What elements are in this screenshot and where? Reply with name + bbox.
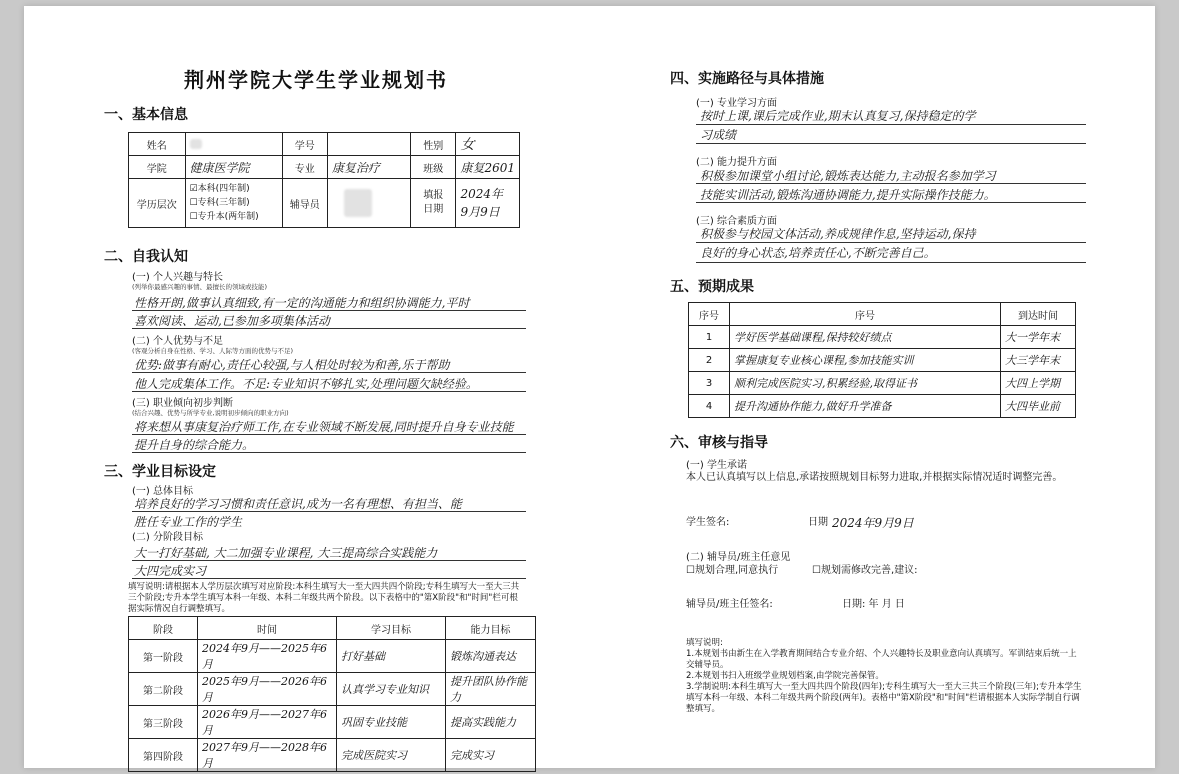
quality-aspect-line-2: 良好的身心状态,培养责任心,不断完善自己。 bbox=[700, 246, 936, 260]
opinion-revise: ☐规划需修改完善,建议: bbox=[812, 565, 918, 576]
stage-goal-line-2: 大四完成实习 bbox=[134, 564, 207, 578]
rule-line bbox=[132, 452, 526, 453]
reach-time-header: 到达时间 bbox=[1001, 303, 1076, 326]
career-line-1: 将来想从事康复治疗师工作,在专业领域不断发展,同时提升自身专业技能 bbox=[134, 420, 514, 434]
ability-cell: 提升团队协作能力 bbox=[446, 673, 536, 706]
basic-info-table bbox=[128, 132, 520, 228]
ability-aspect-line-1: 积极参加课堂小组讨论,锻炼表达能力,主动报名参加学习 bbox=[700, 169, 996, 183]
major-label: 专业 bbox=[282, 156, 327, 179]
stage-cell: 第三阶段 bbox=[129, 706, 198, 739]
study-cell: 巩固专业技能 bbox=[337, 706, 446, 739]
interest-line-1: 性格开朗,做事认真细致,有一定的沟通能力和组织协调能力,平时 bbox=[134, 296, 470, 310]
result-cell: 提升沟通协作能力,做好升学准备 bbox=[730, 395, 1001, 418]
major-value: 康复治疗 bbox=[327, 156, 410, 179]
result-cell: 掌握康复专业核心课程,参加技能实训 bbox=[730, 349, 1001, 372]
advisor-sign-label: 辅导员/班主任签名: bbox=[686, 599, 773, 610]
career-hint: (结合兴趣、优势与所学专业,说明初步倾向的职业方向) bbox=[132, 409, 289, 417]
advisor-label: 辅导员 bbox=[282, 179, 327, 228]
goal-fill-note: 填写说明:请根据本人学历层次填写对应阶段:本科生填写大一至大四共四个阶段;专科生填写大一至大三共三个阶段;专升本学生填写本科一年级、本科二年级共两个阶段。以下表格中的"第X阶段"和"时间"栏可根据实际情况自行调整填写。 bbox=[128, 582, 520, 614]
ability-cell: 完成实习 bbox=[446, 739, 536, 772]
table-row bbox=[129, 673, 536, 706]
class-label: 班级 bbox=[411, 156, 456, 179]
no-header: 序号 bbox=[689, 303, 730, 326]
result-cell: 顺利完成医院实习,积累经验,取得证书 bbox=[730, 372, 1001, 395]
career-subtitle: (三) 职业倾向初步判断 bbox=[132, 398, 233, 409]
section-implementation-title: 四、实施路径与具体措施 bbox=[670, 71, 824, 87]
rule-line bbox=[696, 124, 1086, 125]
expected-results-table bbox=[688, 302, 1076, 418]
stage-cell: 第一阶段 bbox=[129, 640, 198, 673]
name-label: 姓名 bbox=[129, 133, 186, 156]
gender-value: 女 bbox=[456, 133, 520, 156]
name-value bbox=[185, 133, 282, 156]
redacted-name bbox=[190, 139, 202, 149]
rule-line bbox=[132, 328, 526, 329]
fill-instructions-3: 3.学制说明:本科生填写大一至大四共四个阶段(四年);专科生填写大一至大三共三个阶段(三年);专升本学生填写本科一年级、本科二年级共两个阶段(两年)。表格中"第X阶段"和"时间"栏请根据本人实际学制自行调整填写。 bbox=[686, 682, 1082, 714]
reach-time-cell: 大三学年末 bbox=[1001, 349, 1076, 372]
table-row bbox=[689, 326, 1076, 349]
fill-date-value-1: 2024年 bbox=[460, 187, 503, 201]
fill-date-value-2: 9月9日 bbox=[460, 205, 500, 219]
strength-hint: (客观分析自身在性格、学习、人际等方面的优势与不足) bbox=[132, 347, 294, 355]
time-cell: 2024年9月——2025年6月 bbox=[198, 640, 337, 673]
ability-cell: 锻炼沟通表达 bbox=[446, 640, 536, 673]
ability-cell: 提高实践能力 bbox=[446, 706, 536, 739]
fill-instructions bbox=[686, 638, 1082, 715]
time-cell: 2025年9月——2026年6月 bbox=[198, 673, 337, 706]
no-cell: 3 bbox=[689, 372, 730, 395]
table-row bbox=[129, 739, 536, 772]
strength-line-2: 他人完成集体工作。不足:专业知识不够扎实,处理问题欠缺经验。 bbox=[134, 377, 478, 391]
overall-goal-line-2: 胜任专业工作的学生 bbox=[134, 515, 243, 529]
section-basic-info-title: 一、基本信息 bbox=[104, 107, 188, 123]
opinion-approve: ☐规划合理,同意执行 bbox=[686, 565, 779, 576]
time-header: 时间 bbox=[198, 617, 337, 640]
result-cell: 学好医学基础课程,保持较好绩点 bbox=[730, 326, 1001, 349]
section-review-title: 六、审核与指导 bbox=[670, 435, 768, 451]
fill-date-label-2: 日期 bbox=[423, 204, 444, 215]
advisor-opinion-subtitle: (二) 辅导员/班主任意见 bbox=[686, 552, 791, 563]
study-aspect-line-1: 按时上课,课后完成作业,期末认真复习,保持稳定的学 bbox=[700, 109, 976, 123]
section-goals-title: 三、学业目标设定 bbox=[104, 464, 216, 480]
rule-line bbox=[132, 434, 526, 435]
document-title: 荆州学院大学生学业规划书 bbox=[184, 68, 448, 92]
student-pledge-subtitle: (一) 学生承诺 bbox=[686, 460, 747, 471]
student-date-label: 日期 bbox=[808, 517, 828, 528]
fill-instructions-2: 2.本规划书扫入班级学业规划档案,由学院完善保管。 bbox=[686, 671, 884, 681]
gender-label: 性别 bbox=[411, 133, 456, 156]
study-cell: 完成医院实习 bbox=[337, 739, 446, 772]
quality-aspect-subtitle: (三) 综合素质方面 bbox=[696, 216, 777, 227]
fill-date-value bbox=[456, 179, 520, 228]
stage-cell: 第二阶段 bbox=[129, 673, 198, 706]
overall-goal-line-1: 培养良好的学习习惯和责任意识,成为一名有理想、有担当、能 bbox=[134, 497, 462, 511]
strength-subtitle: (二) 个人优势与不足 bbox=[132, 336, 223, 347]
student-date-value: 2024年9月9日 bbox=[832, 516, 914, 530]
rule-line bbox=[696, 183, 1086, 184]
table-row bbox=[129, 706, 536, 739]
rule-line bbox=[696, 202, 1086, 203]
reach-time-cell: 大一学年末 bbox=[1001, 326, 1076, 349]
no-cell: 4 bbox=[689, 395, 730, 418]
rule-line bbox=[132, 511, 526, 512]
rule-line bbox=[696, 242, 1086, 243]
advisor-value bbox=[327, 179, 410, 228]
interest-subtitle: (一) 个人兴趣与特长 bbox=[132, 272, 223, 283]
interest-hint: (列举你最感兴趣的事情、最擅长的领域或技能) bbox=[132, 283, 268, 291]
rule-line bbox=[696, 262, 1086, 263]
level-opt-upgrade: ☐专升本(两年制) bbox=[189, 212, 259, 222]
time-cell: 2027年9月——2028年6月 bbox=[198, 739, 337, 772]
stage-table bbox=[128, 616, 536, 772]
ability-goal-header: 能力目标 bbox=[446, 617, 536, 640]
stage-cell: 第四阶段 bbox=[129, 739, 198, 772]
level-label: 学历层次 bbox=[129, 179, 186, 228]
rule-line bbox=[132, 310, 526, 311]
result-header: 序号 bbox=[730, 303, 1001, 326]
ability-aspect-line-2: 技能实训活动,锻炼沟通协调能力,提升实际操作技能力。 bbox=[700, 188, 996, 202]
college-value: 健康医学院 bbox=[185, 156, 282, 179]
time-cell: 2026年9月——2027年6月 bbox=[198, 706, 337, 739]
stage-header: 阶段 bbox=[129, 617, 198, 640]
advisor-date-label: 日期: 年 月 日 bbox=[842, 599, 905, 610]
student-id-label: 学号 bbox=[282, 133, 327, 156]
college-label: 学院 bbox=[129, 156, 186, 179]
table-row bbox=[689, 395, 1076, 418]
level-opt-bachelor: ☑本科(四年制) bbox=[189, 184, 250, 194]
section-self-awareness-title: 二、自我认知 bbox=[104, 249, 188, 265]
stage-goal-line-1: 大一打好基础, 大二加强专业课程, 大三提高综合实践能力 bbox=[134, 546, 438, 560]
rule-line bbox=[132, 372, 526, 373]
study-aspect-subtitle: (一) 专业学习方面 bbox=[696, 98, 777, 109]
no-cell: 2 bbox=[689, 349, 730, 372]
rule-line bbox=[132, 578, 526, 579]
level-options bbox=[185, 179, 282, 228]
fill-instructions-1: 1.本规划书由新生在入学教育期间结合专业介绍、个人兴趣特长及职业意向认真填写。军训结束后统一上交辅导员。 bbox=[686, 649, 1077, 670]
study-aspect-line-2: 习成绩 bbox=[700, 128, 737, 142]
overall-goal-subtitle: (一) 总体目标 bbox=[132, 486, 193, 497]
rule-line bbox=[132, 391, 526, 392]
stage-goal-subtitle: (二) 分阶段目标 bbox=[132, 532, 203, 543]
table-row bbox=[689, 349, 1076, 372]
fill-date-label bbox=[411, 179, 456, 228]
class-value: 康复2601 bbox=[456, 156, 520, 179]
ability-aspect-subtitle: (二) 能力提升方面 bbox=[696, 157, 777, 168]
redacted-advisor bbox=[344, 189, 372, 217]
reach-time-cell: 大四毕业前 bbox=[1001, 395, 1076, 418]
no-cell: 1 bbox=[689, 326, 730, 349]
level-opt-associate: ☐专科(三年制) bbox=[189, 198, 250, 208]
document-sheet bbox=[24, 6, 1155, 768]
strength-line-1: 优势:做事有耐心,责任心较强,与人相处时较为和善,乐于帮助 bbox=[134, 358, 450, 372]
student-pledge-text: 本人已认真填写以上信息,承诺按照规划目标努力进取,并根据实际情况适时调整完善。 bbox=[686, 472, 1063, 483]
study-cell: 认真学习专业知识 bbox=[337, 673, 446, 706]
quality-aspect-line-1: 积极参与校园文体活动,养成规律作息,坚持运动,保持 bbox=[700, 227, 976, 241]
fill-instructions-title: 填写说明: bbox=[686, 638, 723, 648]
student-sign-label: 学生签名: bbox=[686, 517, 730, 528]
rule-line bbox=[696, 143, 1086, 144]
student-id-value bbox=[327, 133, 410, 156]
study-cell: 打好基础 bbox=[337, 640, 446, 673]
interest-line-2: 喜欢阅读、运动,已参加多项集体活动 bbox=[134, 314, 330, 328]
career-line-2: 提升自身的综合能力。 bbox=[134, 438, 255, 452]
study-goal-header: 学习目标 bbox=[337, 617, 446, 640]
reach-time-cell: 大四上学期 bbox=[1001, 372, 1076, 395]
fill-date-label-1: 填报 bbox=[423, 190, 444, 201]
table-row bbox=[689, 372, 1076, 395]
table-row bbox=[129, 640, 536, 673]
rule-line bbox=[132, 560, 526, 561]
section-expected-results-title: 五、预期成果 bbox=[670, 279, 754, 295]
